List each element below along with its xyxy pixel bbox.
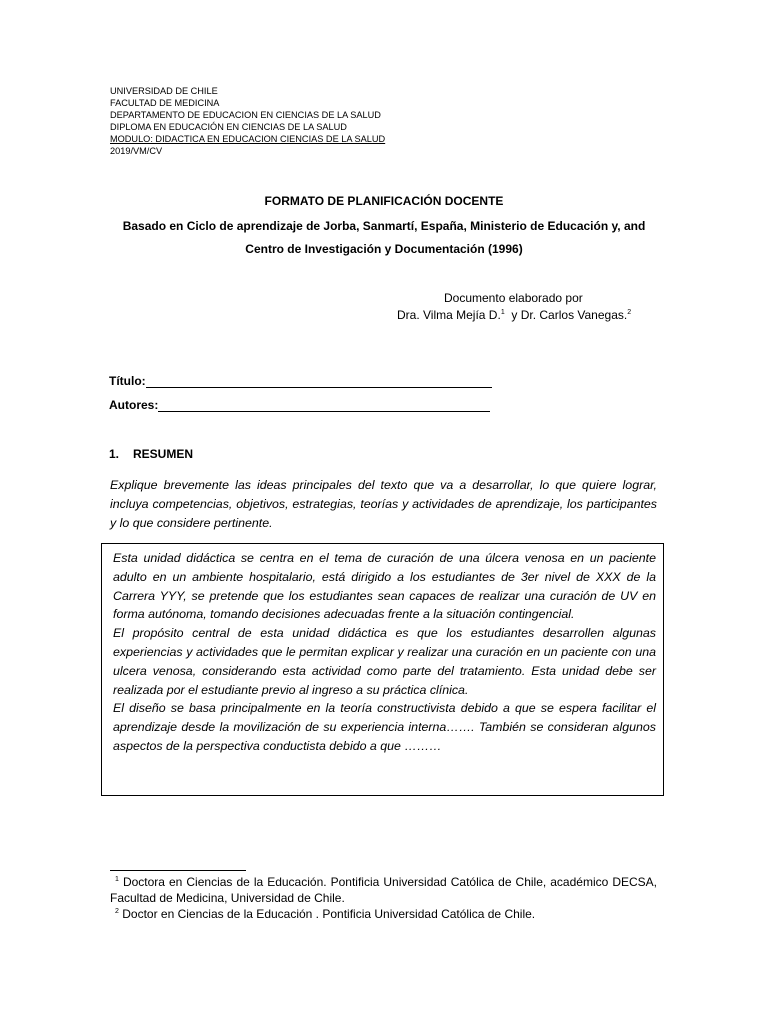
titulo-field — [109, 374, 492, 388]
autores-underline[interactable] — [158, 399, 490, 412]
section-number: 1. — [109, 447, 120, 461]
header-faculty: FACULTAD DE MEDICINA — [110, 98, 220, 108]
footnote-separator — [110, 870, 246, 871]
header-university: UNIVERSIDAD DE CHILE — [110, 86, 218, 96]
header-code: 2019/VM/CV — [110, 146, 163, 156]
section-title: RESUMEN — [133, 447, 194, 461]
footnote-2-text: Doctor en Ciencias de la Educación . Pontificia Universidad Católica de Chile. — [118, 907, 536, 921]
section-heading-resumen — [109, 447, 193, 461]
document-title: FORMATO DE PLANIFICACIÓN DOCENTE — [264, 194, 504, 208]
header-module: MODULO: DIDACTICA EN EDUCACION CIENCIAS DE LA SALUD — [110, 134, 386, 144]
footnotes — [110, 874, 657, 922]
footnote-2 — [110, 906, 657, 922]
resumen-box — [101, 543, 664, 796]
footnote-1 — [110, 874, 657, 906]
titulo-underline[interactable] — [146, 375, 492, 388]
section-instructions: Explique brevemente las ideas principales del texto que va a desarrollar, lo que quiere lograr, incluya competencias, objetivos, estrategias, teorías y actividades de aprendizaje, los participantes y lo que considere pertinente. — [110, 478, 657, 530]
author-2-footnote-ref: 2 — [627, 309, 632, 316]
titulo-label: Título: — [109, 374, 146, 388]
authorship-names — [397, 308, 631, 322]
resumen-paragraph-3: El diseño se basa principalmente en la teoría constructivista debido a que se espera facilitar el aprendizaje desde la movilización de su experiencia interna……. También se consideran algunos aspectos de la perspectiva conductista debido a que ……… — [113, 701, 656, 753]
author-1-footnote-ref: 1 — [500, 309, 505, 316]
document-subtitle-line2: Centro de Investigación y Documentación (1996) — [245, 242, 523, 256]
authorship-intro: Documento elaborado por — [444, 291, 583, 305]
document-subtitle-line1: Basado en Ciclo de aprendizaje de Jorba, Sanmartí, España, Ministerio de Educación y, and — [122, 219, 646, 233]
footnote-1-mark: 1 — [115, 876, 119, 883]
autores-field — [109, 398, 490, 412]
resumen-paragraph-1: Esta unidad didáctica se centra en el tema de curación de una úlcera venosa en un paciente adulto en un ambiente hospitalario, está dirigido a los estudiantes de 3er nivel de XXX de la Carrera YYY, se pretende que los estudiantes sean capaces de realizar una curación de UV en forma autónoma, tomando decisiones adecuadas frente a la situación contingencial. — [113, 551, 656, 622]
header-department: DEPARTAMENTO DE EDUCACION EN CIENCIAS DE LA SALUD — [110, 110, 381, 120]
autores-label: Autores: — [109, 398, 159, 412]
footnote-1-text: Doctora en Ciencias de la Educación. Pontificia Universidad Católica de Chile, académico DECSA, Facultad de Medicina, Universidad de Chile. — [110, 875, 657, 905]
footnote-2-mark: 2 — [115, 908, 119, 915]
resumen-content — [113, 549, 656, 756]
author-connector: y Dr. Carlos Vanegas. — [504, 308, 628, 322]
resumen-paragraph-2: El propósito central de esta unidad didáctica es que los estudiantes desarrollen algunas experiencias y actividades que le permitan explicar y realizar una curación en un paciente con una ulcera venosa, considerando esta actividad como parte del tratamiento. Esta unidad debe ser realizada por el estudiante previo al ingreso a su práctica clínica. — [113, 626, 656, 697]
author-1-name: Dra. Vilma Mejía D. — [397, 308, 501, 322]
institution-header — [110, 85, 385, 157]
header-diploma: DIPLOMA EN EDUCACIÓN EN CIENCIAS DE LA SALUD — [110, 122, 347, 132]
